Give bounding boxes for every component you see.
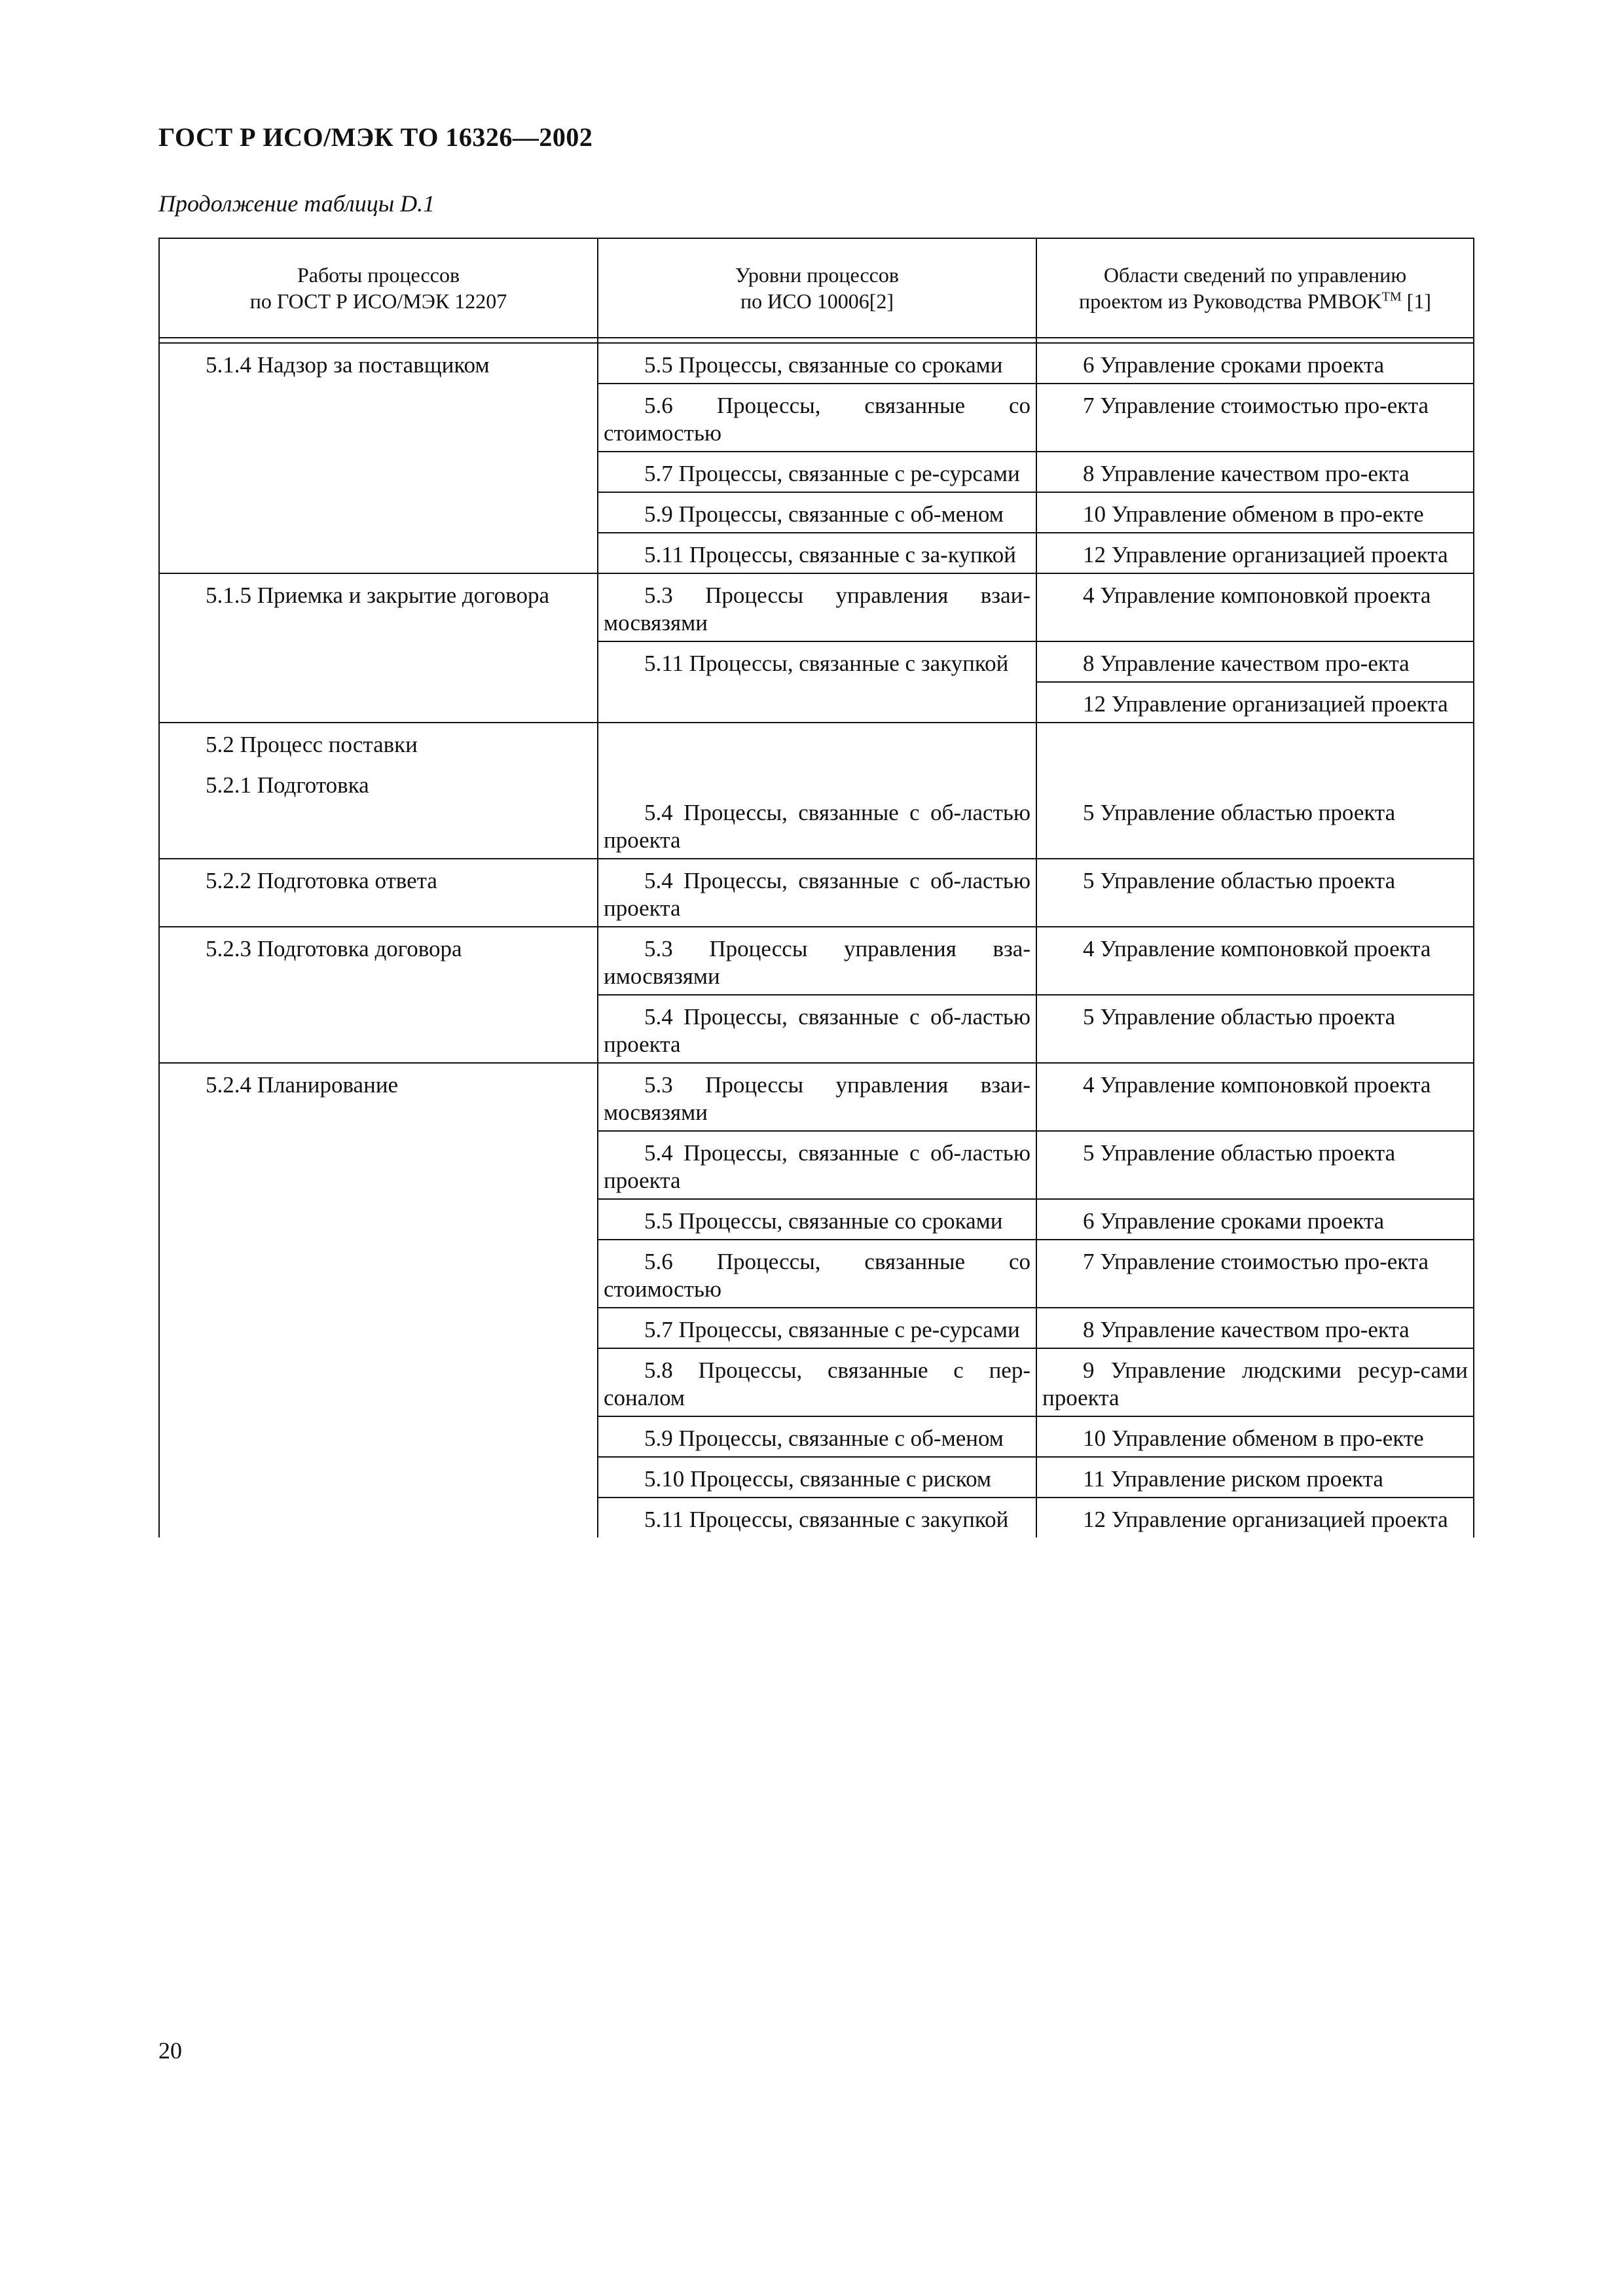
area-cell: 9 Управление людскими ресур-сами проекта	[1036, 1348, 1474, 1416]
process-cell: 5.1.4 Надзор за поставщиком	[159, 343, 598, 573]
area-cell: 5 Управление областью проекта	[1036, 859, 1474, 927]
level-cell: 5.10 Процессы, связанные с риском	[598, 1457, 1036, 1498]
area-cell: 6 Управление сроками проекта	[1036, 1199, 1474, 1240]
level-cell: 5.3 Процессы управления взаи-мосвязями	[598, 1063, 1036, 1131]
area-cell: 10 Управление обменом в про-екте	[1036, 492, 1474, 533]
level-cell: 5.11 Процессы, связанные с закупкой	[598, 641, 1036, 723]
process-cell: 5.2 Процесс поставки 5.2.1 Подготовка	[159, 723, 598, 859]
area-cell: 4 Управление компоновкой проекта	[1036, 573, 1474, 641]
area-cell: 5 Управление областью проекта	[1036, 995, 1474, 1063]
area-cell: 5 Управление областью проекта	[1036, 723, 1474, 859]
level-cell: 5.9 Процессы, связанные с об-меном	[598, 492, 1036, 533]
table-row	[159, 927, 1474, 995]
level-cell: 5.3 Процессы управления взаи-мосвязями	[598, 573, 1036, 641]
area-cell: 11 Управление риском проекта	[1036, 1457, 1474, 1498]
table-caption: Продолжение таблицы D.1	[158, 190, 435, 217]
level-cell: 5.4 Процессы, связанные с об-ластью проекта	[598, 859, 1036, 927]
table-row	[159, 723, 1474, 859]
level-cell: 5.7 Процессы, связанные с ре-сурсами	[598, 1308, 1036, 1348]
level-cell: 5.11 Процессы, связанные с закупкой	[598, 1498, 1036, 1537]
table-row	[159, 573, 1474, 641]
area-cell: 7 Управление стоимостью про-екта	[1036, 1240, 1474, 1308]
area-cell: 6 Управление сроками проекта	[1036, 343, 1474, 384]
column-header-processes: Работы процессов по ГОСТ Р ИСО/МЭК 12207	[159, 238, 598, 338]
area-cell: 8 Управление качеством про-екта	[1036, 641, 1474, 682]
table-row	[159, 343, 1474, 384]
area-cell: 8 Управление качеством про-екта	[1036, 452, 1474, 492]
table-header-row	[159, 238, 1474, 338]
level-cell: 5.3 Процессы управления вза-имосвязями	[598, 927, 1036, 995]
table-row	[159, 1063, 1474, 1131]
area-cell: 12 Управление организацией проекта	[1036, 682, 1474, 723]
level-cell: 5.5 Процессы, связанные со сроками	[598, 343, 1036, 384]
document-header: ГОСТ Р ИСО/МЭК ТО 16326—2002	[158, 122, 593, 152]
level-cell: 5.4 Процессы, связанные с об-ластью проекта	[598, 995, 1036, 1063]
level-cell: 5.6 Процессы, связанные со стоимостью	[598, 1240, 1036, 1308]
mapping-table	[158, 238, 1474, 1537]
page-number: 20	[158, 2037, 182, 2064]
table-row	[159, 859, 1474, 927]
process-cell: 5.2.3 Подготовка договора	[159, 927, 598, 1063]
area-cell: 5 Управление областью проекта	[1036, 1131, 1474, 1199]
column-header-levels: Уровни процессов по ИСО 10006[2]	[598, 238, 1036, 338]
level-cell: 5.4 Процессы, связанные с об-ластью проекта	[598, 1131, 1036, 1199]
area-cell: 12 Управление организацией проекта	[1036, 1498, 1474, 1537]
process-cell: 5.2.2 Подготовка ответа	[159, 859, 598, 927]
area-cell: 8 Управление качеством про-екта	[1036, 1308, 1474, 1348]
process-cell: 5.2.4 Планирование	[159, 1063, 598, 1537]
area-cell: 10 Управление обменом в про-екте	[1036, 1416, 1474, 1457]
level-cell: 5.11 Процессы, связанные с за-купкой	[598, 533, 1036, 573]
area-cell: 7 Управление стоимостью про-екта	[1036, 384, 1474, 452]
level-cell: 5.6 Процессы, связанные со стоимостью	[598, 384, 1036, 452]
level-cell: 5.9 Процессы, связанные с об-меном	[598, 1416, 1036, 1457]
column-header-knowledge-areas: Области сведений по управлению проектом из Руководства PMBOK™ [1]	[1036, 238, 1474, 338]
level-cell: 5.7 Процессы, связанные с ре-сурсами	[598, 452, 1036, 492]
level-cell: 5.5 Процессы, связанные со сроками	[598, 1199, 1036, 1240]
level-cell: 5.8 Процессы, связанные с пер-соналом	[598, 1348, 1036, 1416]
area-cell: 12 Управление организацией проекта	[1036, 533, 1474, 573]
process-cell: 5.1.5 Приемка и закрытие договора	[159, 573, 598, 723]
area-cell: 4 Управление компоновкой проекта	[1036, 927, 1474, 995]
level-cell: 5.4 Процессы, связанные с об-ластью проекта	[598, 723, 1036, 859]
area-cell: 4 Управление компоновкой проекта	[1036, 1063, 1474, 1131]
